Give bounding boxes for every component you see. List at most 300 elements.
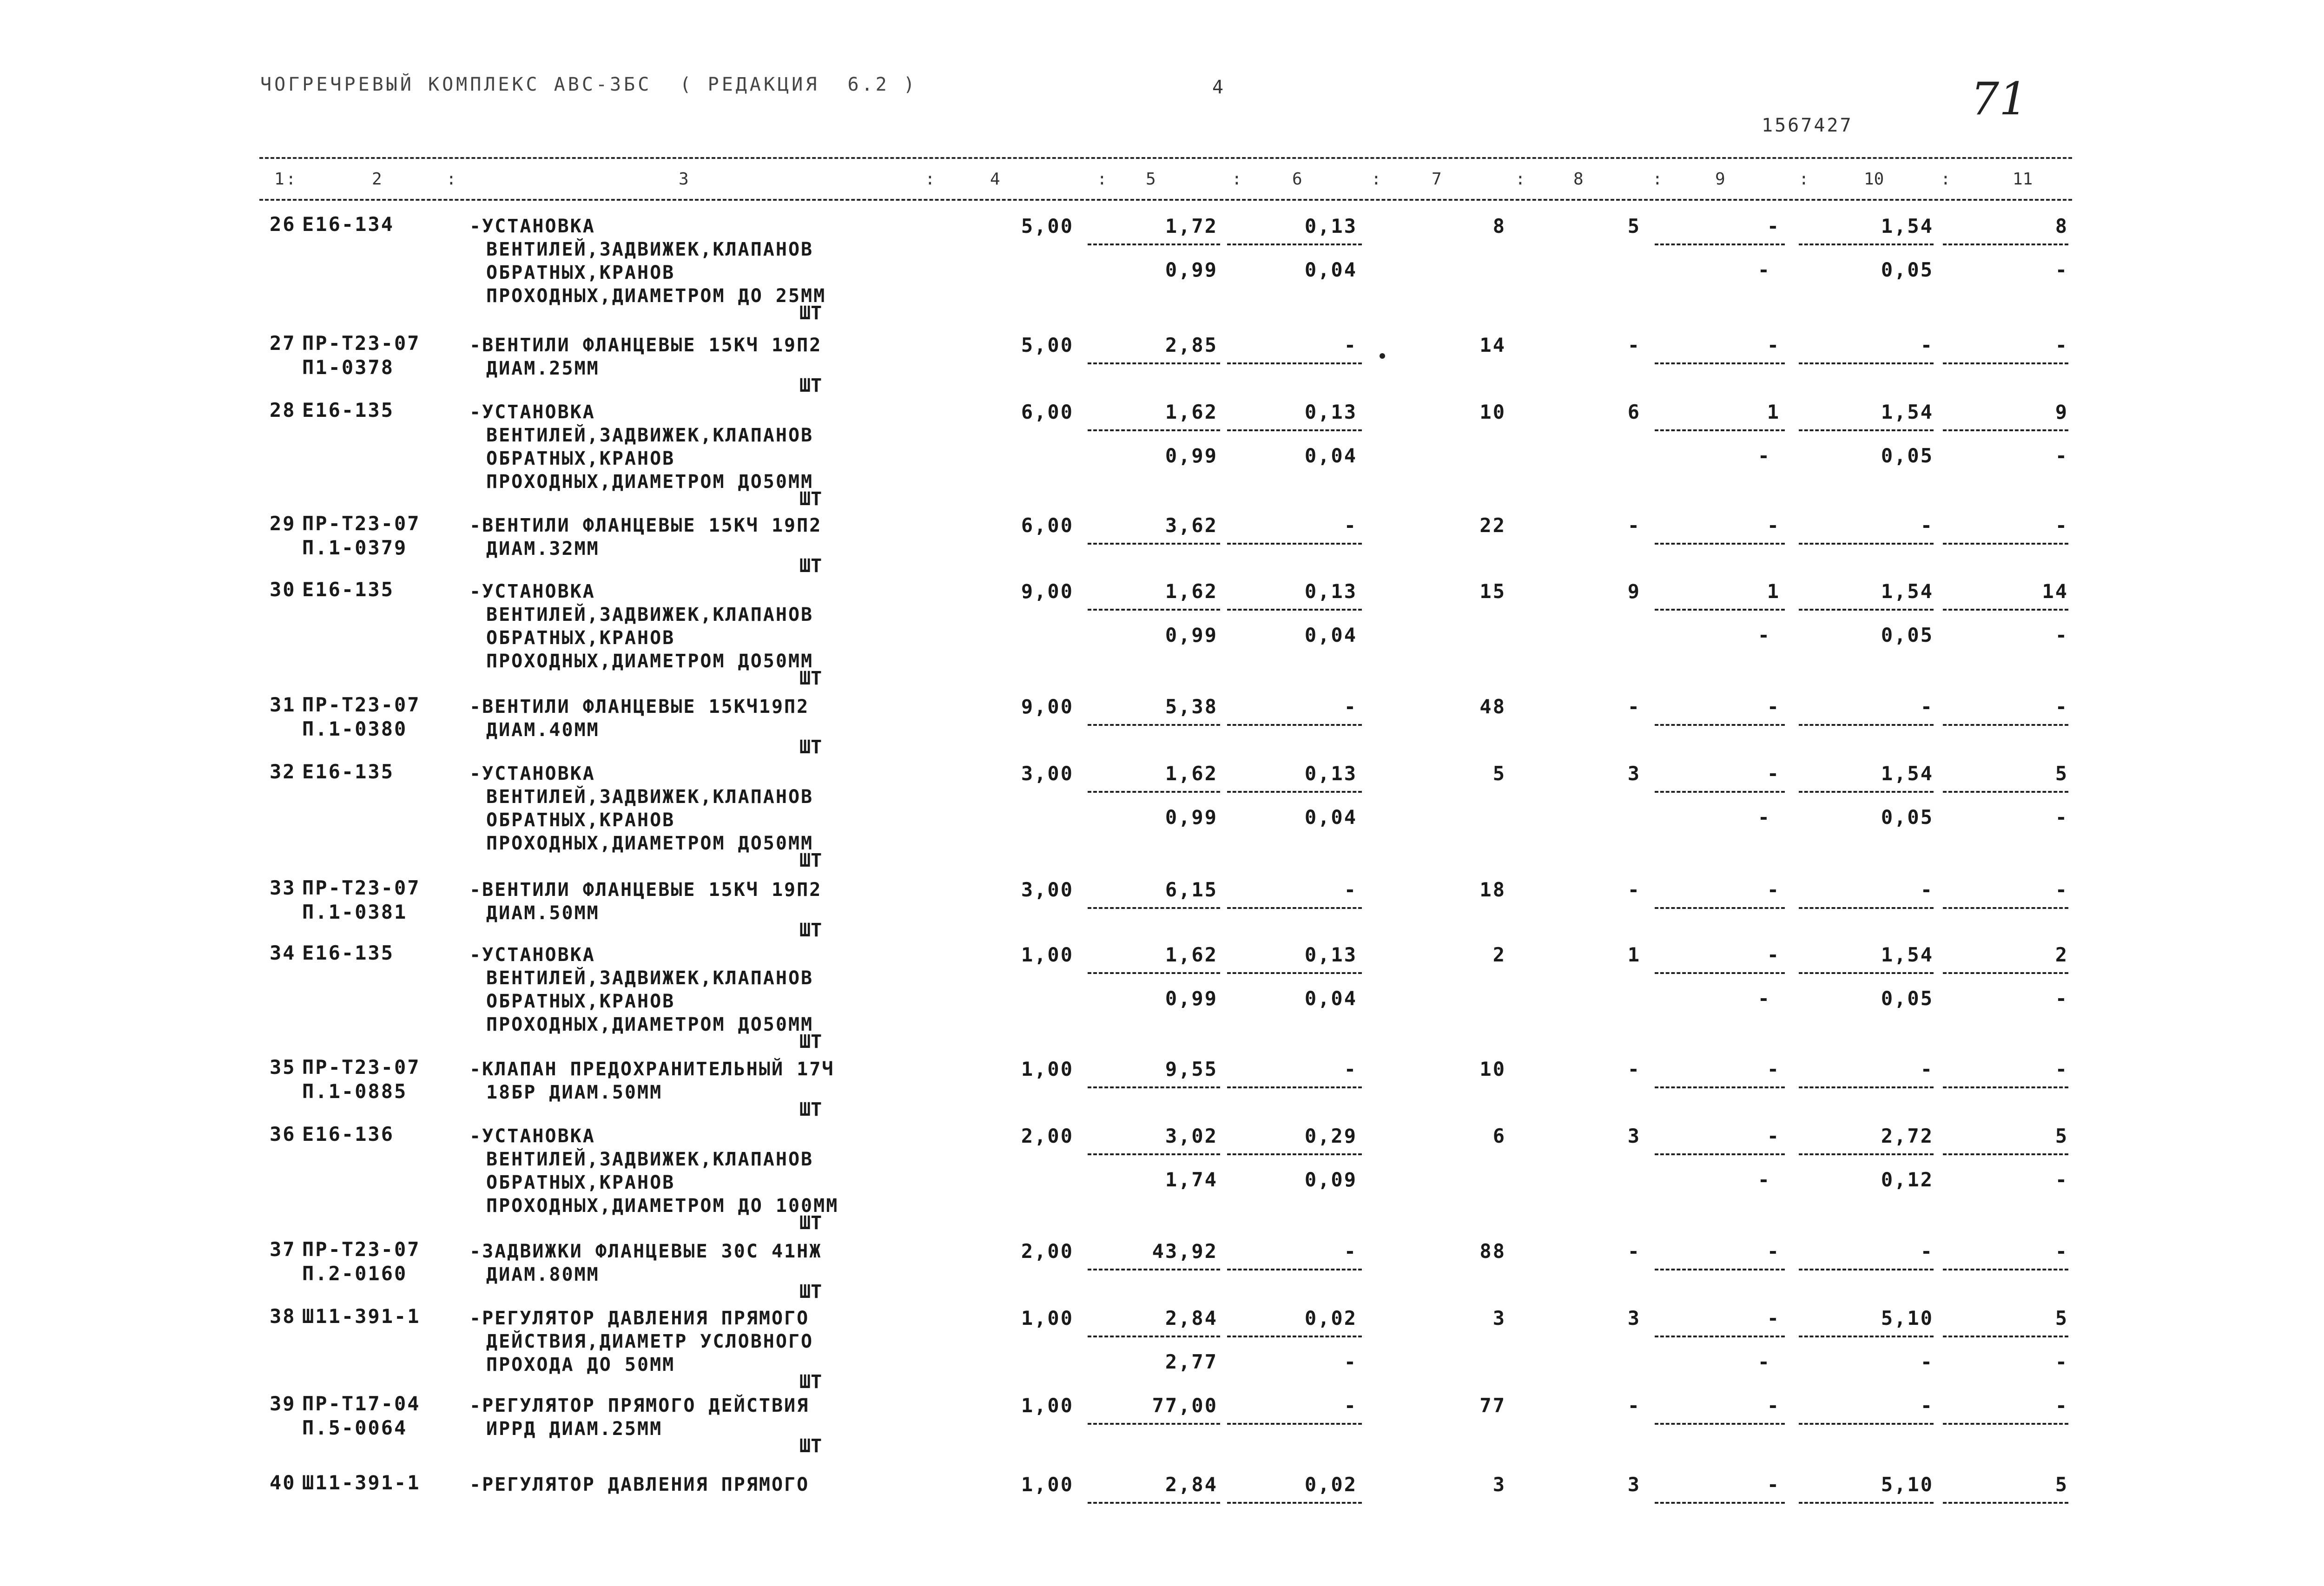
column-number-11: 11	[2013, 170, 2033, 189]
machine-wage-component: 0,04	[1304, 258, 1357, 281]
unit-cost-machines: 0,13	[1304, 943, 1357, 966]
work-description: ПРОХОДА ДО 50ММ	[486, 1354, 675, 1375]
work-description: ДИАМ.25ММ	[486, 358, 600, 379]
machinist-hours-total: -	[2055, 624, 2068, 646]
total-cost: 6	[1492, 1125, 1506, 1147]
quantity-value: 9,00	[1021, 580, 1074, 603]
cost-underline	[1227, 1502, 1362, 1504]
column-number-10: 10	[1864, 170, 1884, 189]
rate-code: ПР-Т23-07	[302, 693, 421, 716]
work-description: ВЕНТИЛЕЙ,ЗАДВИЖЕК,КЛАПАНОВ	[486, 967, 814, 989]
cost-underline	[1799, 243, 1934, 245]
row-number: 28	[270, 399, 296, 421]
labor-cost: 1	[1627, 943, 1641, 966]
document-number: 1567427	[1762, 115, 1853, 136]
cost-underline	[1227, 1086, 1362, 1088]
work-description: ДИАМ.40ММ	[486, 719, 600, 741]
work-description: ВЕНТИЛЕЙ,ЗАДВИЖЕК,КЛАПАНОВ	[486, 786, 814, 808]
unit-cost-total: 3,02	[1165, 1125, 1218, 1147]
machine-wage-total: -	[1757, 258, 1771, 281]
machine-cost: -	[1767, 514, 1780, 537]
cost-underline	[1088, 362, 1220, 364]
labor-hours-unit: 1,54	[1881, 215, 1934, 237]
unit-of-measure: ШТ	[799, 303, 822, 324]
cost-underline	[1227, 791, 1362, 793]
column-number-3: 3	[679, 170, 689, 189]
page-number: 4	[1212, 77, 1224, 98]
labor-hours-total: 9	[2055, 401, 2068, 423]
work-description: ОБРАТНЫХ,КРАНОВ	[486, 991, 675, 1012]
column-number-6: 6	[1292, 170, 1302, 189]
labor-hours-total: -	[2055, 695, 2068, 718]
cost-underline	[1799, 972, 1934, 974]
unit-cost-machines: 0,13	[1304, 215, 1357, 237]
labor-hours-total: 8	[2055, 215, 2068, 237]
work-description: -ВЕНТИЛИ ФЛАНЦЕВЫЕ 15КЧ 19П2	[469, 335, 822, 356]
unit-cost-machines: -	[1344, 878, 1357, 901]
cost-underline	[1088, 1423, 1220, 1425]
labor-hours-total: -	[2055, 514, 2068, 537]
wage-component: 0,99	[1165, 806, 1218, 829]
cost-underline	[1943, 609, 2068, 611]
cost-underline	[1088, 609, 1220, 611]
machine-cost: -	[1767, 762, 1780, 785]
machine-cost: -	[1767, 1394, 1780, 1417]
labor-hours-total: 14	[2042, 580, 2068, 603]
machinist-hours-total: -	[2055, 1350, 2068, 1373]
unit-cost-machines: -	[1344, 1240, 1357, 1263]
work-description: ДЕЙСТВИЯ,ДИАМЕТР УСЛОВНОГО	[486, 1331, 814, 1352]
cost-underline	[1227, 1153, 1362, 1155]
work-description: ОБРАТНЫХ,КРАНОВ	[486, 1172, 675, 1193]
cost-underline	[1088, 1153, 1220, 1155]
cost-underline	[1655, 1269, 1785, 1270]
wage-component: 0,99	[1165, 444, 1218, 467]
rate-code: ПР-Т23-07	[302, 1056, 421, 1079]
cost-underline	[1943, 907, 2068, 909]
labor-hours-total: -	[2055, 1058, 2068, 1080]
column-separator: :	[1371, 170, 1381, 189]
labor-cost: 3	[1627, 1473, 1641, 1496]
cost-underline	[1227, 362, 1362, 364]
row-number: 35	[270, 1056, 296, 1079]
machine-wage-component: 0,09	[1304, 1168, 1357, 1191]
quantity-value: 1,00	[1021, 1307, 1074, 1329]
cost-underline	[1799, 1086, 1934, 1088]
unit-cost-total: 9,55	[1165, 1058, 1218, 1080]
cost-underline	[1655, 1336, 1785, 1337]
unit-cost-total: 1,62	[1165, 943, 1218, 966]
column-separator: :	[1515, 170, 1525, 189]
unit-cost-machines: -	[1344, 695, 1357, 718]
cost-underline	[1655, 1502, 1785, 1504]
labor-hours-unit: 1,54	[1881, 401, 1934, 423]
machine-cost: -	[1767, 1473, 1780, 1496]
cost-underline	[1088, 907, 1220, 909]
labor-hours-total: 2	[2055, 943, 2068, 966]
table-header-rule	[259, 199, 2072, 201]
cost-underline	[1655, 243, 1785, 245]
cost-underline	[1799, 609, 1934, 611]
unit-cost-machines: 0,13	[1304, 580, 1357, 603]
cost-underline	[1799, 543, 1934, 545]
machine-wage-total: -	[1757, 1350, 1771, 1373]
cost-underline	[1227, 1423, 1362, 1425]
row-number: 26	[270, 213, 296, 236]
work-description: ИРРД ДИАМ.25ММ	[486, 1418, 663, 1440]
work-description: -ЗАДВИЖКИ ФЛАНЦЕВЫЕ 30С 41НЖ	[469, 1241, 822, 1262]
cost-underline	[1088, 1336, 1220, 1337]
cost-underline	[1088, 972, 1220, 974]
machine-wage-total: -	[1757, 1168, 1771, 1191]
labor-hours-total: -	[2055, 1240, 2068, 1263]
work-description: ПРОХОДНЫХ,ДИАМЕТРОМ ДО 25ММ	[486, 285, 826, 307]
column-separator: :	[1652, 170, 1663, 189]
labor-cost: -	[1627, 695, 1641, 718]
wage-component: 2,77	[1165, 1350, 1218, 1373]
labor-hours-unit: -	[1920, 1240, 1934, 1263]
unit-of-measure: ШТ	[799, 737, 822, 758]
cost-underline	[1655, 609, 1785, 611]
machine-cost: -	[1767, 1125, 1780, 1147]
unit-of-measure: ШТ	[799, 1281, 822, 1303]
work-description: ПРОХОДНЫХ,ДИАМЕТРОМ ДО50ММ	[486, 651, 814, 672]
rate-code: Ш11-391-1	[302, 1471, 421, 1494]
column-number-2: 2	[372, 170, 382, 189]
row-number: 40	[270, 1471, 296, 1494]
rate-code: П.5-0064	[302, 1416, 408, 1439]
machinist-hours-unit: 0,05	[1881, 806, 1934, 829]
labor-cost: -	[1627, 1394, 1641, 1417]
work-description: -УСТАНОВКА	[469, 216, 595, 237]
machinist-hours-unit: 0,05	[1881, 444, 1934, 467]
quantity-value: 5,00	[1021, 215, 1074, 237]
machine-cost: 1	[1767, 401, 1780, 423]
work-description: ДИАМ.32ММ	[486, 538, 600, 559]
labor-hours-total: 5	[2055, 762, 2068, 785]
work-description: -ВЕНТИЛИ ФЛАНЦЕВЫЕ 15КЧ 19П2	[469, 879, 822, 901]
cost-underline	[1655, 1423, 1785, 1425]
unit-cost-total: 6,15	[1165, 878, 1218, 901]
column-separator: :	[1941, 170, 1951, 189]
cost-underline	[1799, 362, 1934, 364]
cost-underline	[1799, 1269, 1934, 1270]
rate-code: Е16-135	[302, 399, 395, 421]
machinist-hours-unit: 0,05	[1881, 987, 1934, 1010]
cost-underline	[1943, 791, 2068, 793]
cost-underline	[1088, 243, 1220, 245]
unit-cost-total: 3,62	[1165, 514, 1218, 537]
total-cost: 10	[1479, 1058, 1506, 1080]
unit-of-measure: ШТ	[799, 1212, 822, 1234]
work-description: ВЕНТИЛЕЙ,ЗАДВИЖЕК,КЛАПАНОВ	[486, 1149, 814, 1170]
unit-cost-machines: 0,02	[1304, 1473, 1357, 1496]
column-separator: :	[446, 170, 456, 189]
labor-hours-total: -	[2055, 1394, 2068, 1417]
quantity-value: 1,00	[1021, 1473, 1074, 1496]
cost-underline	[1227, 429, 1362, 431]
machinist-hours-total: -	[2055, 258, 2068, 281]
labor-cost: 9	[1627, 580, 1641, 603]
cost-underline	[1943, 543, 2068, 545]
cost-underline	[1227, 1336, 1362, 1337]
work-description: ДИАМ.50ММ	[486, 902, 600, 924]
total-cost: 2	[1492, 943, 1506, 966]
labor-cost: 6	[1627, 401, 1641, 423]
column-separator: :	[286, 170, 296, 189]
cost-underline	[1799, 907, 1934, 909]
work-description: ВЕНТИЛЕЙ,ЗАДВИЖЕК,КЛАПАНОВ	[486, 604, 814, 625]
machinist-hours-total: -	[2055, 806, 2068, 829]
row-number: 32	[270, 760, 296, 783]
work-description: ПРОХОДНЫХ,ДИАМЕТРОМ ДО 100ММ	[486, 1195, 839, 1217]
machinist-hours-unit: -	[1920, 1350, 1934, 1373]
labor-hours-unit: 1,54	[1881, 580, 1934, 603]
machine-cost: -	[1767, 334, 1780, 356]
total-cost: 48	[1479, 695, 1506, 718]
quantity-value: 5,00	[1021, 334, 1074, 356]
machine-cost: 1	[1767, 580, 1780, 603]
rate-code: ПР-Т23-07	[302, 1238, 421, 1261]
unit-of-measure: ШТ	[799, 488, 822, 510]
unit-cost-total: 43,92	[1152, 1240, 1218, 1263]
machinist-hours-unit: 0,05	[1881, 624, 1934, 646]
unit-of-measure: ШТ	[799, 555, 822, 577]
column-number-7: 7	[1432, 170, 1442, 189]
quantity-value: 2,00	[1021, 1125, 1074, 1147]
cost-underline	[1655, 362, 1785, 364]
cost-underline	[1943, 1269, 2068, 1270]
rate-code: Е16-135	[302, 941, 395, 964]
labor-cost: -	[1627, 1058, 1641, 1080]
unit-of-measure: ШТ	[799, 668, 822, 689]
rate-code: П.1-0380	[302, 717, 408, 740]
quantity-value: 1,00	[1021, 1394, 1074, 1417]
cost-underline	[1088, 1086, 1220, 1088]
labor-cost: -	[1627, 334, 1641, 356]
scan-artifact	[1380, 353, 1385, 359]
cost-underline	[1943, 1086, 2068, 1088]
labor-hours-unit: 1,54	[1881, 762, 1934, 785]
quantity-value: 6,00	[1021, 401, 1074, 423]
rate-code: ПР-Т23-07	[302, 512, 421, 535]
work-description: ОБРАТНЫХ,КРАНОВ	[486, 627, 675, 649]
row-number: 30	[270, 578, 296, 601]
work-description: -УСТАНОВКА	[469, 763, 595, 784]
labor-hours-unit: -	[1920, 695, 1934, 718]
unit-of-measure: ШТ	[799, 1099, 822, 1120]
machine-wage-total: -	[1757, 806, 1771, 829]
cost-underline	[1655, 724, 1785, 726]
row-number: 29	[270, 512, 296, 535]
rate-code: П.1-0885	[302, 1080, 408, 1103]
total-cost: 22	[1479, 514, 1506, 537]
cost-underline	[1655, 791, 1785, 793]
cost-underline	[1227, 543, 1362, 545]
labor-hours-unit: -	[1920, 334, 1934, 356]
total-cost: 10	[1479, 401, 1506, 423]
work-description: ОБРАТНЫХ,КРАНОВ	[486, 448, 675, 469]
cost-underline	[1088, 1502, 1220, 1504]
rate-code: Е16-136	[302, 1123, 395, 1145]
cost-underline	[1799, 1336, 1934, 1337]
wage-component: 1,74	[1165, 1168, 1218, 1191]
cost-underline	[1088, 1269, 1220, 1270]
machine-cost: -	[1767, 215, 1780, 237]
unit-cost-machines: 0,02	[1304, 1307, 1357, 1329]
cost-underline	[1227, 609, 1362, 611]
table-top-rule	[259, 157, 2072, 159]
unit-cost-machines: -	[1344, 1058, 1357, 1080]
cost-underline	[1943, 429, 2068, 431]
cost-underline	[1655, 907, 1785, 909]
unit-cost-machines: 0,13	[1304, 401, 1357, 423]
row-number: 39	[270, 1392, 296, 1415]
unit-of-measure: ШТ	[799, 850, 822, 871]
cost-underline	[1943, 1502, 2068, 1504]
unit-cost-total: 1,62	[1165, 580, 1218, 603]
handwritten-sheet-number: 71	[1971, 73, 2028, 125]
cost-underline	[1943, 362, 2068, 364]
cost-underline	[1655, 1153, 1785, 1155]
quantity-value: 9,00	[1021, 695, 1074, 718]
cost-underline	[1943, 972, 2068, 974]
column-separator: :	[1097, 170, 1107, 189]
total-cost: 14	[1479, 334, 1506, 356]
work-description: -РЕГУЛЯТОР ДАВЛЕНИЯ ПРЯМОГО	[469, 1308, 810, 1329]
machine-wage-total: -	[1757, 624, 1771, 646]
wage-component: 0,99	[1165, 258, 1218, 281]
machine-cost: -	[1767, 943, 1780, 966]
cost-underline	[1799, 429, 1934, 431]
rate-code: Ш11-391-1	[302, 1305, 421, 1328]
total-cost: 18	[1479, 878, 1506, 901]
cost-underline	[1227, 972, 1362, 974]
cost-underline	[1655, 972, 1785, 974]
row-number: 38	[270, 1305, 296, 1328]
cost-underline	[1799, 1153, 1934, 1155]
total-cost: 88	[1479, 1240, 1506, 1263]
quantity-value: 6,00	[1021, 514, 1074, 537]
labor-hours-unit: -	[1920, 878, 1934, 901]
rate-code: П1-0378	[302, 356, 395, 379]
unit-cost-total: 5,38	[1165, 695, 1218, 718]
rate-code: Е16-135	[302, 760, 395, 783]
total-cost: 3	[1492, 1307, 1506, 1329]
machinist-hours-total: -	[2055, 444, 2068, 467]
rate-code: ПР-Т23-07	[302, 332, 421, 355]
labor-hours-unit: 2,72	[1881, 1125, 1934, 1147]
column-number-5: 5	[1146, 170, 1156, 189]
unit-of-measure: ШТ	[799, 1371, 822, 1393]
machine-cost: -	[1767, 1058, 1780, 1080]
labor-hours-unit: 1,54	[1881, 943, 1934, 966]
row-number: 33	[270, 876, 296, 899]
machine-cost: -	[1767, 1307, 1780, 1329]
rate-code: Е16-135	[302, 578, 395, 601]
machine-wage-component: 0,04	[1304, 444, 1357, 467]
cost-underline	[1799, 1423, 1934, 1425]
rate-code: П.2-0160	[302, 1262, 408, 1285]
work-description: -УСТАНОВКА	[469, 581, 595, 602]
labor-hours-total: 5	[2055, 1473, 2068, 1496]
labor-cost: -	[1627, 878, 1641, 901]
column-separator: :	[925, 170, 935, 189]
cost-underline	[1088, 724, 1220, 726]
machinist-hours-unit: 0,05	[1881, 258, 1934, 281]
cost-underline	[1227, 724, 1362, 726]
labor-cost: 3	[1627, 1125, 1641, 1147]
wage-component: 0,99	[1165, 987, 1218, 1010]
column-number-1: 1	[274, 170, 284, 189]
work-description: ВЕНТИЛЕЙ,ЗАДВИЖЕК,КЛАПАНОВ	[486, 425, 814, 446]
unit-of-measure: ШТ	[799, 1435, 822, 1457]
work-description: -УСТАНОВКА	[469, 944, 595, 966]
column-separator: :	[1232, 170, 1242, 189]
unit-cost-total: 77,00	[1152, 1394, 1218, 1417]
rate-code: П.1-0379	[302, 536, 408, 559]
cost-underline	[1943, 1423, 2068, 1425]
unit-of-measure: ШТ	[799, 375, 822, 396]
row-number: 37	[270, 1238, 296, 1261]
total-cost: 15	[1479, 580, 1506, 603]
labor-cost: -	[1627, 514, 1641, 537]
work-description: -ВЕНТИЛИ ФЛАНЦЕВЫЕ 15КЧ 19П2	[469, 515, 822, 536]
machine-wage-total: -	[1757, 987, 1771, 1010]
labor-hours-total: 5	[2055, 1307, 2068, 1329]
row-number: 36	[270, 1123, 296, 1145]
machine-cost: -	[1767, 1240, 1780, 1263]
row-number: 34	[270, 941, 296, 964]
work-description: ОБРАТНЫХ,КРАНОВ	[486, 262, 675, 283]
work-description: -РЕГУЛЯТОР ДАВЛЕНИЯ ПРЯМОГО	[469, 1474, 810, 1495]
total-cost: 5	[1492, 762, 1506, 785]
unit-cost-machines: 0,13	[1304, 762, 1357, 785]
cost-underline	[1088, 429, 1220, 431]
work-description: ДИАМ.80ММ	[486, 1264, 600, 1285]
labor-hours-unit: 5,10	[1881, 1473, 1934, 1496]
rate-code: ПР-Т23-07	[302, 876, 421, 899]
work-description: -КЛАПАН ПРЕДОХРАНИТЕЛЬНЫЙ 17Ч	[469, 1059, 835, 1080]
machinist-hours-total: -	[2055, 987, 2068, 1010]
machinist-hours-unit: 0,12	[1881, 1168, 1934, 1191]
total-cost: 3	[1492, 1473, 1506, 1496]
cost-underline	[1655, 543, 1785, 545]
cost-underline	[1655, 429, 1785, 431]
machine-cost: -	[1767, 695, 1780, 718]
machine-cost: -	[1767, 878, 1780, 901]
rate-code: Е16-134	[302, 213, 395, 236]
machine-wage-component: 0,04	[1304, 624, 1357, 646]
work-description: -УСТАНОВКА	[469, 1125, 595, 1147]
machine-wage-component: 0,04	[1304, 806, 1357, 829]
wage-component: 0,99	[1165, 624, 1218, 646]
machine-wage-total: -	[1757, 444, 1771, 467]
cost-underline	[1943, 724, 2068, 726]
machinist-hours-total: -	[2055, 1168, 2068, 1191]
labor-cost: 5	[1627, 215, 1641, 237]
work-description: ПРОХОДНЫХ,ДИАМЕТРОМ ДО50ММ	[486, 1014, 814, 1035]
labor-hours-unit: -	[1920, 1394, 1934, 1417]
cost-underline	[1655, 1086, 1785, 1088]
quantity-value: 1,00	[1021, 1058, 1074, 1080]
column-number-8: 8	[1573, 170, 1584, 189]
cost-underline	[1088, 791, 1220, 793]
labor-hours-unit: -	[1920, 1058, 1934, 1080]
work-description: -УСТАНОВКА	[469, 401, 595, 423]
unit-cost-machines: -	[1344, 1394, 1357, 1417]
quantity-value: 3,00	[1021, 878, 1074, 901]
